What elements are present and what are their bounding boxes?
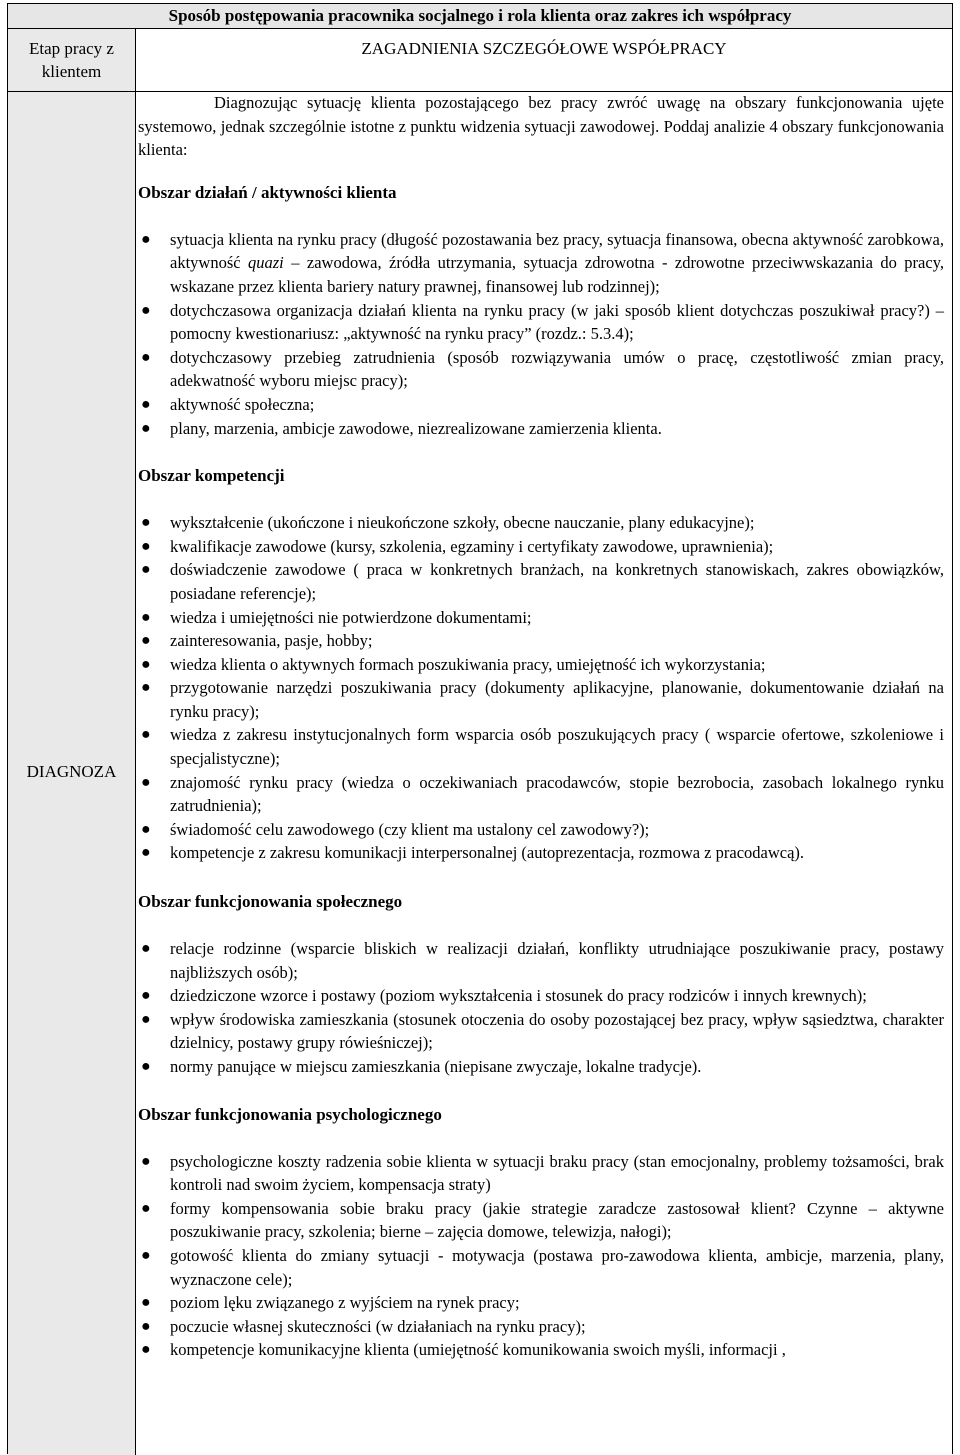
- bullet-dot-icon: ●: [141, 820, 151, 838]
- list-item: ● formy kompensowania sobie braku pracy (jakie strategie zaradcze zastosował klient? Czynne – aktywne poszukiwanie pracy, szkolenia; bierne – zajęcia domowe, telewizja, nałogi);: [141, 1198, 944, 1242]
- list-item: ● relacje rodzinne (wsparcie bliskich w realizacji działań, konflikty utrudniające poszukiwanie pracy, postawy najbliższych osób);: [141, 939, 944, 982]
- list-item: ● sytuacja klienta na rynku pracy (długość pozostawania bez pracy, sytuacja finansowa, obecna aktywność zarobkowa, aktywność quazi – zawodowa, źródła utrzymania, sytuacja zdrowotna - zdrowotne przeciwwskazania do pracy, wskazane przez klienta bariery natury prawnej, finansowej lub rodzinnej);: [141, 229, 944, 296]
- list-item: ● wiedza i umiejętności nie potwierdzone dokumentami;: [138, 606, 944, 630]
- list-item: ● dotychczasowy przebieg zatrudnienia (sposób rozwiązywania umów o pracę, częstotliwość zmian pracy, adekwatność wyboru miejsc pracy);: [141, 347, 944, 391]
- bullet-dot-icon: ●: [141, 1341, 151, 1359]
- bullet-dot-icon: ●: [141, 537, 151, 555]
- bullet-dot-icon: ●: [141, 940, 151, 958]
- list-item: ● doświadczenie zawodowe ( praca w konkretnych branżach, na konkretnych stanowiskach, zakres obowiązków, posiadane referencje);: [141, 560, 944, 603]
- section-list: [138, 937, 944, 1079]
- bullet-dot-icon: ●: [141, 1246, 151, 1264]
- list-item: ● wiedza klienta o aktywnych formach poszukiwania pracy, umiejętność ich wykorzystania;: [138, 653, 944, 677]
- bullet-dot-icon: ●: [141, 230, 151, 248]
- list-item: ● kompetencje komunikacyjne klienta (umiejętność komunikowania swoich myśli, informacji ,: [138, 1338, 944, 1362]
- bullet-dot-icon: ●: [141, 514, 151, 532]
- stage-label: DIAGNOZA: [26, 762, 117, 781]
- list-item: ● plany, marzenia, ambicje zawodowe, niezrealizowane zamierzenia klienta.: [138, 417, 944, 441]
- bullet-dot-icon: ●: [141, 1058, 151, 1075]
- bullet-dot-icon: ●: [141, 1010, 151, 1028]
- details-column-header: ZAGADNIENIA SZCZEGÓŁOWE WSPÓŁPRACY: [136, 29, 952, 92]
- list-item: ● kwalifikacje zawodowe (kursy, szkolenia, egzaminy i certyfikaty zawodowe, uprawnienia);: [138, 535, 944, 559]
- section-list: [138, 511, 944, 865]
- bullet-dot-icon: ●: [141, 348, 151, 366]
- bullet-dot-icon: ●: [141, 561, 151, 579]
- list-item: ● kompetencje z zakresu komunikacji interpersonalnej (autoprezentacja, rozmowa z pracodawcą).: [138, 841, 944, 865]
- bullet-dot-icon: ●: [141, 679, 151, 697]
- bullet-dot-icon: ●: [141, 419, 151, 437]
- bullet-dot-icon: ●: [141, 655, 151, 673]
- bullet-dot-icon: ●: [141, 608, 151, 626]
- bullet-dot-icon: ●: [141, 773, 151, 791]
- list-item: ● dziedziczone wzorce i postawy (poziom wykształcenia i stosunek do pracy rodziców i innych krewnych);: [138, 984, 944, 1008]
- list-item: ● zainteresowania, pasje, hobby;: [138, 629, 944, 653]
- list-item: ● wpływ środowiska zamieszkania (stosunek otoczenia do osoby pozostającej bez pracy, wpływ sąsiedztwa, charakter dzielnicy, postawy grupy rówieśniczej);: [141, 1009, 944, 1053]
- list-item: ● normy panujące w miejscu zamieszkania (niepisane zwyczaje, lokalne tradycje).: [138, 1055, 944, 1079]
- bullet-dot-icon: ●: [141, 1294, 151, 1312]
- bullet-dot-icon: ●: [141, 395, 151, 413]
- stage-column-header: Etap pracy z klientem: [8, 29, 135, 92]
- list-item: ● wiedza z zakresu instytucjonalnych form wsparcia osób poszukujących pracy ( wsparcie ofertowe, szkoleniowe i specjalistyczne);: [141, 725, 944, 769]
- bullet-dot-icon: ●: [141, 726, 151, 744]
- bullet-dot-icon: ●: [141, 844, 151, 862]
- list-item: ● przygotowanie narzędzi poszukiwania pracy (dokumenty aplikacyjne, planowanie, dokumentowanie działań na rynku pracy);: [141, 678, 944, 721]
- list-item: ● dotychczasowa organizacja działań klienta na rynku pracy (w jaki sposób klient dotychczas poszukiwał pracy?) – pomocny kwestionariusz: „aktywność na rynku pracy” (rozdz.: 5.3.4);: [141, 300, 944, 344]
- list-item: ● wykształcenie (ukończone i nieukończone szkoły, obecne nauczanie, plany edukacyjne);: [138, 511, 944, 535]
- stage-column: [8, 29, 136, 1455]
- list-item: ● poczucie własnej skuteczności (w działaniach na rynku pracy);: [138, 1315, 944, 1339]
- intro-paragraph: Diagnozując sytuację klienta pozostającego bez pracy zwróć uwagę na obszary funkcjonowania ujęte systemowo, jednak szczególnie istotne z punktu widzenia sytuacji zawodowej. Poddaj analizie 4 obszary funkcjonowania klienta:: [138, 93, 944, 160]
- list-item: ● świadomość celu zawodowego (czy klient ma ustalony cel zawodowy?);: [138, 818, 944, 842]
- list-item: ● znajomość rynku pracy (wiedza o oczekiwaniach pracodawców, stopie bezrobocia, zasobach lokalnego rynku zatrudnienia);: [141, 772, 944, 816]
- list-item: ● gotowość klienta do zmiany sytuacji - motywacja (postawa pro-zawodowa klienta, ambicje, marzenia, plany, wyznaczone cele);: [141, 1245, 944, 1289]
- section-list: [138, 1150, 944, 1362]
- details-content: [138, 91, 944, 1362]
- list-item: ● psychologiczne koszty radzenia sobie klienta w sytuacji braku pracy (stan emocjonalny, problemy tożsamości, brak kontroli nad swoim życiem, kompensacja straty): [141, 1151, 944, 1195]
- bullet-dot-icon: ●: [141, 632, 151, 650]
- section-heading: Obszar kompetencji: [138, 466, 285, 486]
- bullet-dot-icon: ●: [141, 987, 151, 1005]
- section-heading: Obszar funkcjonowania społecznego: [138, 892, 403, 912]
- section-heading: Obszar działań / aktywności klienta: [138, 182, 397, 202]
- list-item: ● poziom lęku związanego z wyjściem na rynek pracy;: [138, 1291, 944, 1315]
- section-heading: Obszar funkcjonowania psychologicznego: [138, 1104, 442, 1124]
- table-title: Sposób postępowania pracownika socjalnego i rola klienta oraz zakres ich współpracy: [8, 4, 952, 29]
- bullet-dot-icon: ●: [141, 1152, 151, 1170]
- list-item: ● aktywność społeczna;: [138, 393, 944, 417]
- section-list: [138, 228, 944, 440]
- bullet-dot-icon: ●: [141, 1199, 151, 1217]
- bullet-dot-icon: ●: [141, 301, 151, 319]
- bullet-dot-icon: ●: [141, 1317, 151, 1335]
